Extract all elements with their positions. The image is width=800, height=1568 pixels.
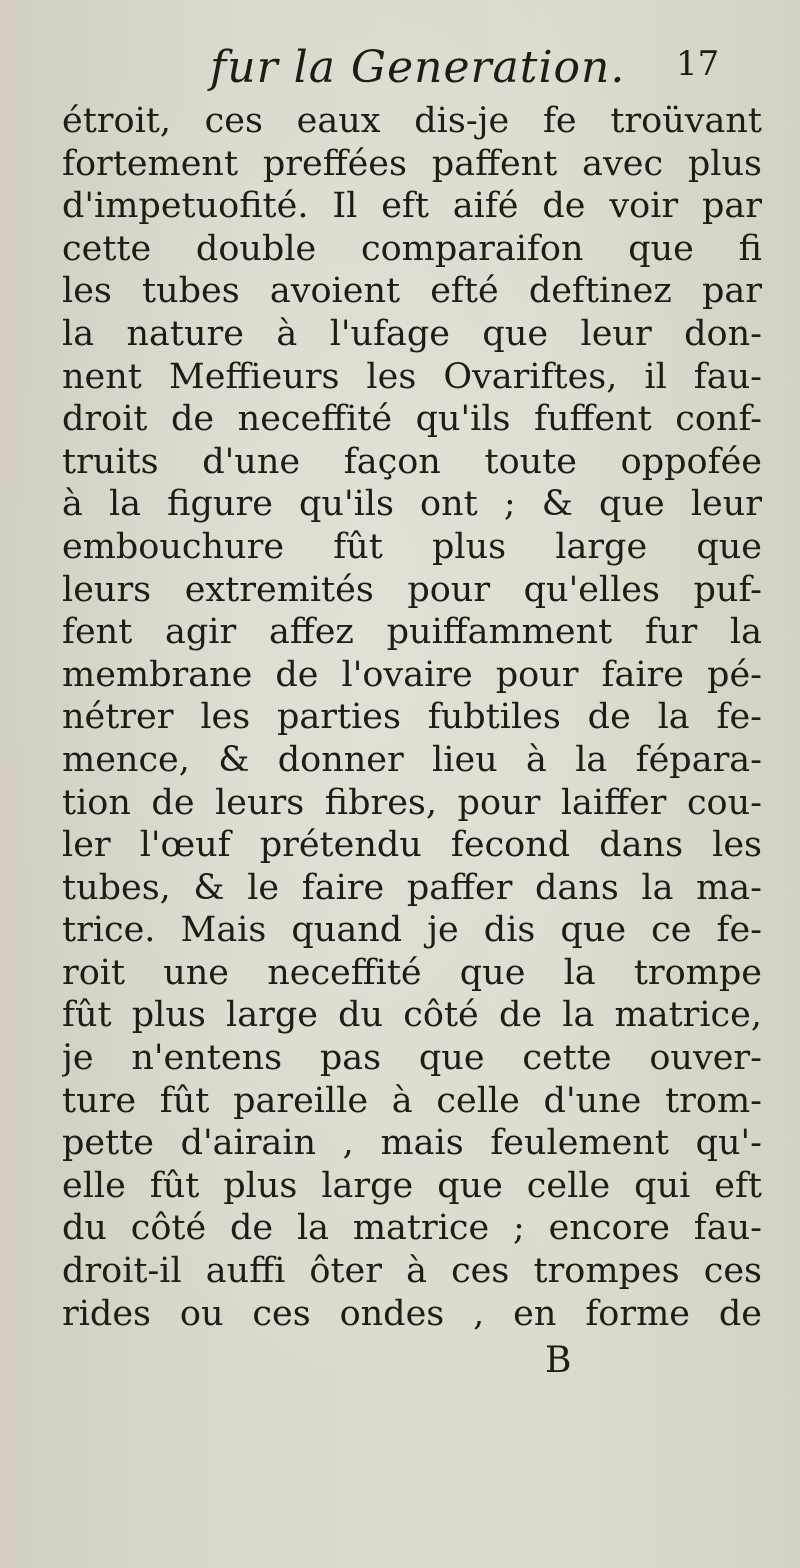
running-head: [0, 42, 800, 102]
text-line: ler l'œuf prétendu fecond dans les: [62, 825, 762, 866]
text-line: ture fût pareille à celle d'une trom-: [62, 1080, 762, 1121]
text-line: elle fût plus large que celle qui eft: [62, 1165, 762, 1206]
text-line: pette d'airain , mais feulement qu'-: [62, 1123, 762, 1164]
text-line: mence, & donner lieu à la fépara-: [62, 739, 762, 780]
text-line: tubes, & le faire paffer dans la ma-: [62, 867, 762, 908]
text-line: truits d'une façon toute oppofée: [62, 441, 762, 482]
text-line: fent agir affez puiffamment fur la: [62, 612, 762, 653]
text-line: trice. Mais quand je dis que ce fe-: [62, 910, 762, 951]
text-line: les tubes avoient efté deftinez par: [62, 271, 762, 312]
text-line: droit-il auffi ôter à ces trompes ces: [62, 1251, 762, 1292]
text-line: nent Meffieurs les Ovariftes, il fau-: [62, 356, 762, 397]
text-line: fortement preffées paffent avec plus: [62, 143, 762, 184]
text-line: droit de neceffité qu'ils fuffent conf-: [62, 399, 762, 440]
text-line: fût plus large du côté de la matrice,: [62, 995, 762, 1036]
text-line: leurs extremités pour qu'elles puf-: [62, 569, 762, 610]
signature-mark: B: [545, 1340, 572, 1381]
page-number: 17: [676, 44, 720, 84]
text-line: je n'entens pas que cette ouver-: [62, 1038, 762, 1079]
text-line: la nature à l'ufage que leur don-: [62, 313, 762, 354]
text-line: nétrer les parties fubtiles de la fe-: [62, 697, 762, 738]
text-line: du côté de la matrice ; encore fau-: [62, 1208, 762, 1249]
text-line: rides ou ces ondes , en forme de: [62, 1293, 762, 1334]
text-line: à la figure qu'ils ont ; & que leur: [62, 484, 762, 525]
text-line: tion de leurs fibres, pour laiffer cou-: [62, 782, 762, 823]
text-line: étroit, ces eaux dis-je fe troüvant: [62, 101, 762, 141]
text-line: d'impetuofité. Il eft aifé de voir par: [62, 186, 762, 227]
text-line: roit une neceffité que la trompe: [62, 952, 762, 993]
body-text: [62, 100, 762, 1335]
text-line: embouchure fût plus large que: [62, 526, 762, 567]
text-line: cette double comparaifon que fi: [62, 228, 762, 269]
running-title: fur la Generation.: [210, 42, 626, 93]
text-line: membrane de l'ovaire pour faire pé-: [62, 654, 762, 695]
